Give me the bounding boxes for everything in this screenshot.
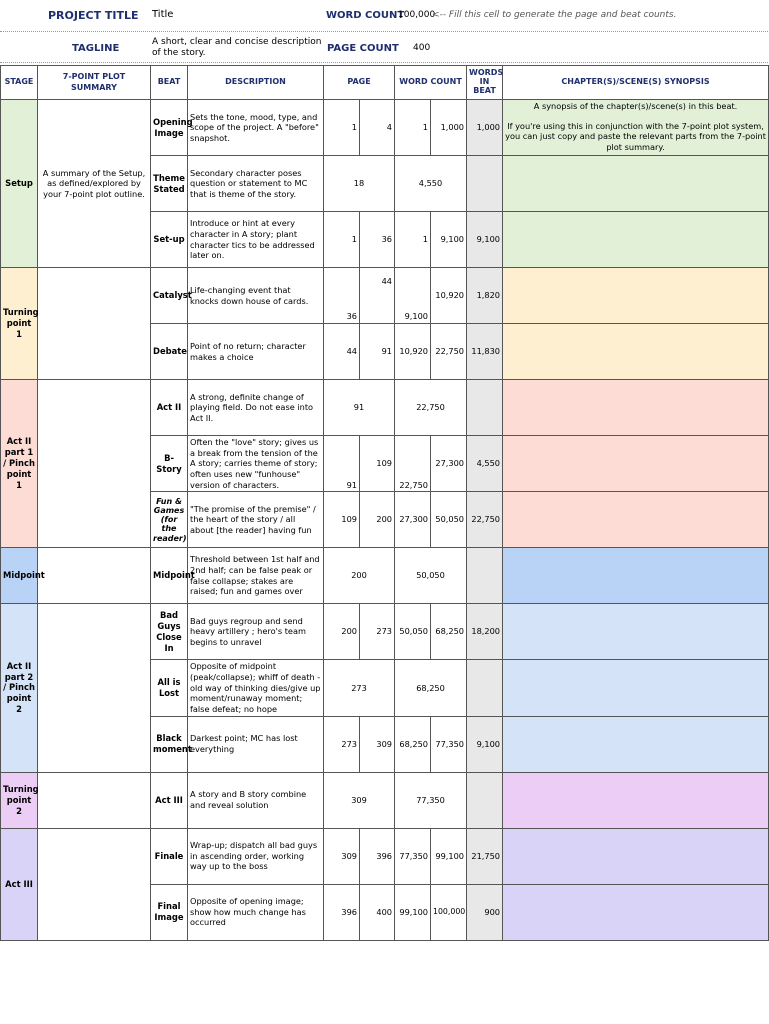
- beat-name: Debate: [151, 324, 188, 380]
- word-end: 68,250: [431, 604, 467, 660]
- synopsis-cell[interactable]: [503, 100, 769, 156]
- word-start: 22,750: [395, 436, 431, 492]
- page-start: 109: [324, 492, 360, 548]
- synopsis-cell[interactable]: [503, 604, 769, 660]
- header-row-tagline: [0, 32, 768, 63]
- beat-description: "The promise of the premise" / the heart of the story / all about [the reader] having fun: [188, 492, 324, 548]
- page-start: 309: [324, 828, 360, 884]
- beat-description: Opposite of opening image; show how much change has occurred: [188, 884, 324, 940]
- summary-midpoint[interactable]: [38, 548, 151, 604]
- word-end: 99,100: [431, 828, 467, 884]
- word-value: 77,350: [395, 772, 467, 828]
- word-start: 27,300: [395, 492, 431, 548]
- word-start: 77,350: [395, 828, 431, 884]
- beat-description: Opposite of midpoint (peak/collapse); whiff of death - old way of thinking dies/give up moment/runaway moment; false defeat; no hope: [188, 660, 324, 716]
- beat-name: Midpoint: [151, 548, 188, 604]
- synopsis-cell[interactable]: [503, 324, 769, 380]
- col-plot-summary: 7-POINT PLOT SUMMARY: [38, 66, 151, 100]
- col-synopsis: CHAPTER(S)/SCENE(S) SYNOPSIS: [503, 66, 769, 100]
- page-start: 91: [324, 436, 360, 492]
- page-start: 273: [324, 716, 360, 772]
- col-page: PAGE: [324, 66, 395, 100]
- beat-name: Catalyst: [151, 268, 188, 324]
- word-start: 10,920: [395, 324, 431, 380]
- word-value: 4,550: [395, 156, 467, 212]
- beat-name: Finale: [151, 828, 188, 884]
- beat-name: Set-up: [151, 212, 188, 268]
- word-count-value[interactable]: 100,000: [398, 10, 436, 20]
- synopsis-cell[interactable]: [503, 492, 769, 548]
- summary-act-3[interactable]: [38, 828, 151, 940]
- beat-description: Secondary character poses question or statement to MC that is theme of the story.: [188, 156, 324, 212]
- word-end: 77,350: [431, 716, 467, 772]
- synopsis-cell[interactable]: [503, 828, 769, 884]
- page-start: 1: [324, 212, 360, 268]
- summary-turning-point-2[interactable]: [38, 772, 151, 828]
- page-end: 396: [360, 828, 395, 884]
- beat-row: [1, 380, 769, 436]
- page-start: 36: [324, 268, 360, 324]
- word-start: 68,250: [395, 716, 431, 772]
- header-row-title: [0, 0, 768, 32]
- word-value: 50,050: [395, 548, 467, 604]
- page-end: 36: [360, 212, 395, 268]
- page-start: 396: [324, 884, 360, 940]
- col-stage: STAGE: [1, 66, 38, 100]
- summary-turning-point-1[interactable]: [38, 268, 151, 380]
- words-in-beat: [467, 548, 503, 604]
- page-end: 273: [360, 604, 395, 660]
- synopsis-cell[interactable]: [503, 436, 769, 492]
- words-in-beat: 18,200: [467, 604, 503, 660]
- page-start: 1: [324, 100, 360, 156]
- beat-name: B-Story: [151, 436, 188, 492]
- words-in-beat: 9,100: [467, 212, 503, 268]
- summary-act-2-part-1[interactable]: [38, 380, 151, 548]
- stage-act-3: Act III: [1, 828, 38, 940]
- col-beat: BEAT: [151, 66, 188, 100]
- stage-turning-point-2: Turning point 2: [1, 772, 38, 828]
- summary-setup[interactable]: A summary of the Setup, as defined/explored by your 7-point plot outline.: [38, 100, 151, 268]
- synopsis-line-2: If you're using this in conjunction with the 7-point plot system, you can just copy and paste the relevant parts from the 7-point plot summary.: [505, 120, 766, 152]
- page-value: 309: [324, 772, 395, 828]
- synopsis-cell[interactable]: [503, 380, 769, 436]
- word-start: 99,100: [395, 884, 431, 940]
- stage-turning-point-1: Turning point 1: [1, 268, 38, 380]
- page-end: 44: [360, 268, 395, 324]
- words-in-beat: [467, 380, 503, 436]
- words-in-beat: [467, 156, 503, 212]
- page-count-label: PAGE COUNT: [327, 43, 399, 54]
- page-start: 200: [324, 604, 360, 660]
- col-word-count: WORD COUNT: [395, 66, 467, 100]
- word-start: 1: [395, 100, 431, 156]
- page-count-value[interactable]: 400: [413, 43, 431, 53]
- words-in-beat: [467, 772, 503, 828]
- page-end: 309: [360, 716, 395, 772]
- beat-row: [1, 772, 769, 828]
- word-end: 27,300: [431, 436, 467, 492]
- beat-name: Bad Guys Close In: [151, 604, 188, 660]
- synopsis-cell[interactable]: [503, 156, 769, 212]
- word-start: 1: [395, 212, 431, 268]
- beat-row: [1, 604, 769, 660]
- words-in-beat: 1,820: [467, 268, 503, 324]
- word-count-label: WORD COUNT: [326, 10, 405, 21]
- tagline-value[interactable]: A short, clear and concise description of the story.: [152, 37, 322, 58]
- page-end: 400: [360, 884, 395, 940]
- synopsis-cell[interactable]: [503, 772, 769, 828]
- word-end: 100,000: [431, 884, 467, 940]
- stage-midpoint: Midpoint: [1, 548, 38, 604]
- page-value: 91: [324, 380, 395, 436]
- word-count-hint: <-- Fill this cell to generate the page and beat counts.: [432, 10, 677, 20]
- project-title-label: PROJECT TITLE: [48, 9, 139, 22]
- beat-name: All is Lost: [151, 660, 188, 716]
- beat-description: Point of no return; character makes a choice: [188, 324, 324, 380]
- synopsis-cell[interactable]: [503, 268, 769, 324]
- page-end: 200: [360, 492, 395, 548]
- word-end: 50,050: [431, 492, 467, 548]
- words-in-beat: 9,100: [467, 716, 503, 772]
- beat-description: Darkest point; MC has lost everything: [188, 716, 324, 772]
- words-in-beat: 22,750: [467, 492, 503, 548]
- beat-description: Threshold between 1st half and 2nd half; can be false peak or false collapse; stakes are raised; fun and games over: [188, 548, 324, 604]
- col-words-in-beat: WORDS IN BEAT: [467, 66, 503, 100]
- words-in-beat: 1,000: [467, 100, 503, 156]
- synopsis-cell[interactable]: [503, 548, 769, 604]
- stage-setup: Setup: [1, 100, 38, 268]
- word-value: 68,250: [395, 660, 467, 716]
- beat-name: Theme Stated: [151, 156, 188, 212]
- word-end: 9,100: [431, 212, 467, 268]
- stage-act-2-part-1: Act II part 1 / Pinch point 1: [1, 380, 38, 548]
- word-start: 9,100: [395, 268, 431, 324]
- beat-name: Fun & Games (for the reader): [151, 492, 188, 548]
- beat-row: [1, 100, 769, 156]
- beat-description: A story and B story combine and reveal solution: [188, 772, 324, 828]
- beat-name: Final Image: [151, 884, 188, 940]
- synopsis-cell[interactable]: [503, 716, 769, 772]
- project-title-value[interactable]: Title: [152, 9, 174, 20]
- beat-name: Act II: [151, 380, 188, 436]
- tagline-label: TAGLINE: [72, 43, 120, 54]
- beat-name: Opening Image: [151, 100, 188, 156]
- synopsis-cell[interactable]: [503, 212, 769, 268]
- synopsis-line-1: A synopsis of the chapter(s)/scene(s) in this beat.: [533, 101, 738, 111]
- page-end: 109: [360, 436, 395, 492]
- beat-description: A strong, definite change of playing field. Do not ease into Act II.: [188, 380, 324, 436]
- beat-row: [1, 548, 769, 604]
- beat-row: [1, 828, 769, 884]
- page-start: 44: [324, 324, 360, 380]
- word-end: 22,750: [431, 324, 467, 380]
- beat-row: [1, 268, 769, 324]
- beat-description: Wrap-up; dispatch all bad guys in ascending order, working way up to the boss: [188, 828, 324, 884]
- beat-description: Often the "love" story; gives us a break from the tension of the A story; carries theme of story; often uses new "funhouse" version of characters.: [188, 436, 324, 492]
- col-description: DESCRIPTION: [188, 66, 324, 100]
- words-in-beat: 11,830: [467, 324, 503, 380]
- word-value: 22,750: [395, 380, 467, 436]
- word-start: 50,050: [395, 604, 431, 660]
- words-in-beat: [467, 660, 503, 716]
- words-in-beat: 900: [467, 884, 503, 940]
- beat-description: Bad guys regroup and send heavy artillery ; hero's team begins to unravel: [188, 604, 324, 660]
- page-value: 200: [324, 548, 395, 604]
- summary-act-2-part-2[interactable]: [38, 604, 151, 772]
- synopsis-cell[interactable]: [503, 884, 769, 940]
- beat-description: Life-changing event that knocks down house of cards.: [188, 268, 324, 324]
- stage-act-2-part-2: Act II part 2 / Pinch point 2: [1, 604, 38, 772]
- synopsis-cell[interactable]: [503, 660, 769, 716]
- word-end: 10,920: [431, 268, 467, 324]
- beat-description: Sets the tone, mood, type, and scope of the project. A "before" snapshot.: [188, 100, 324, 156]
- page-value: 273: [324, 660, 395, 716]
- beat-name: Act III: [151, 772, 188, 828]
- beat-description: Introduce or hint at every character in A story; plant character tics to be addressed later on.: [188, 212, 324, 268]
- word-end: 1,000: [431, 100, 467, 156]
- words-in-beat: 4,550: [467, 436, 503, 492]
- page-end: 91: [360, 324, 395, 380]
- beat-sheet-table: [0, 65, 769, 941]
- words-in-beat: 21,750: [467, 828, 503, 884]
- column-header-row: [1, 66, 769, 100]
- page-value: 18: [324, 156, 395, 212]
- beat-name: Black moment: [151, 716, 188, 772]
- page-end: 4: [360, 100, 395, 156]
